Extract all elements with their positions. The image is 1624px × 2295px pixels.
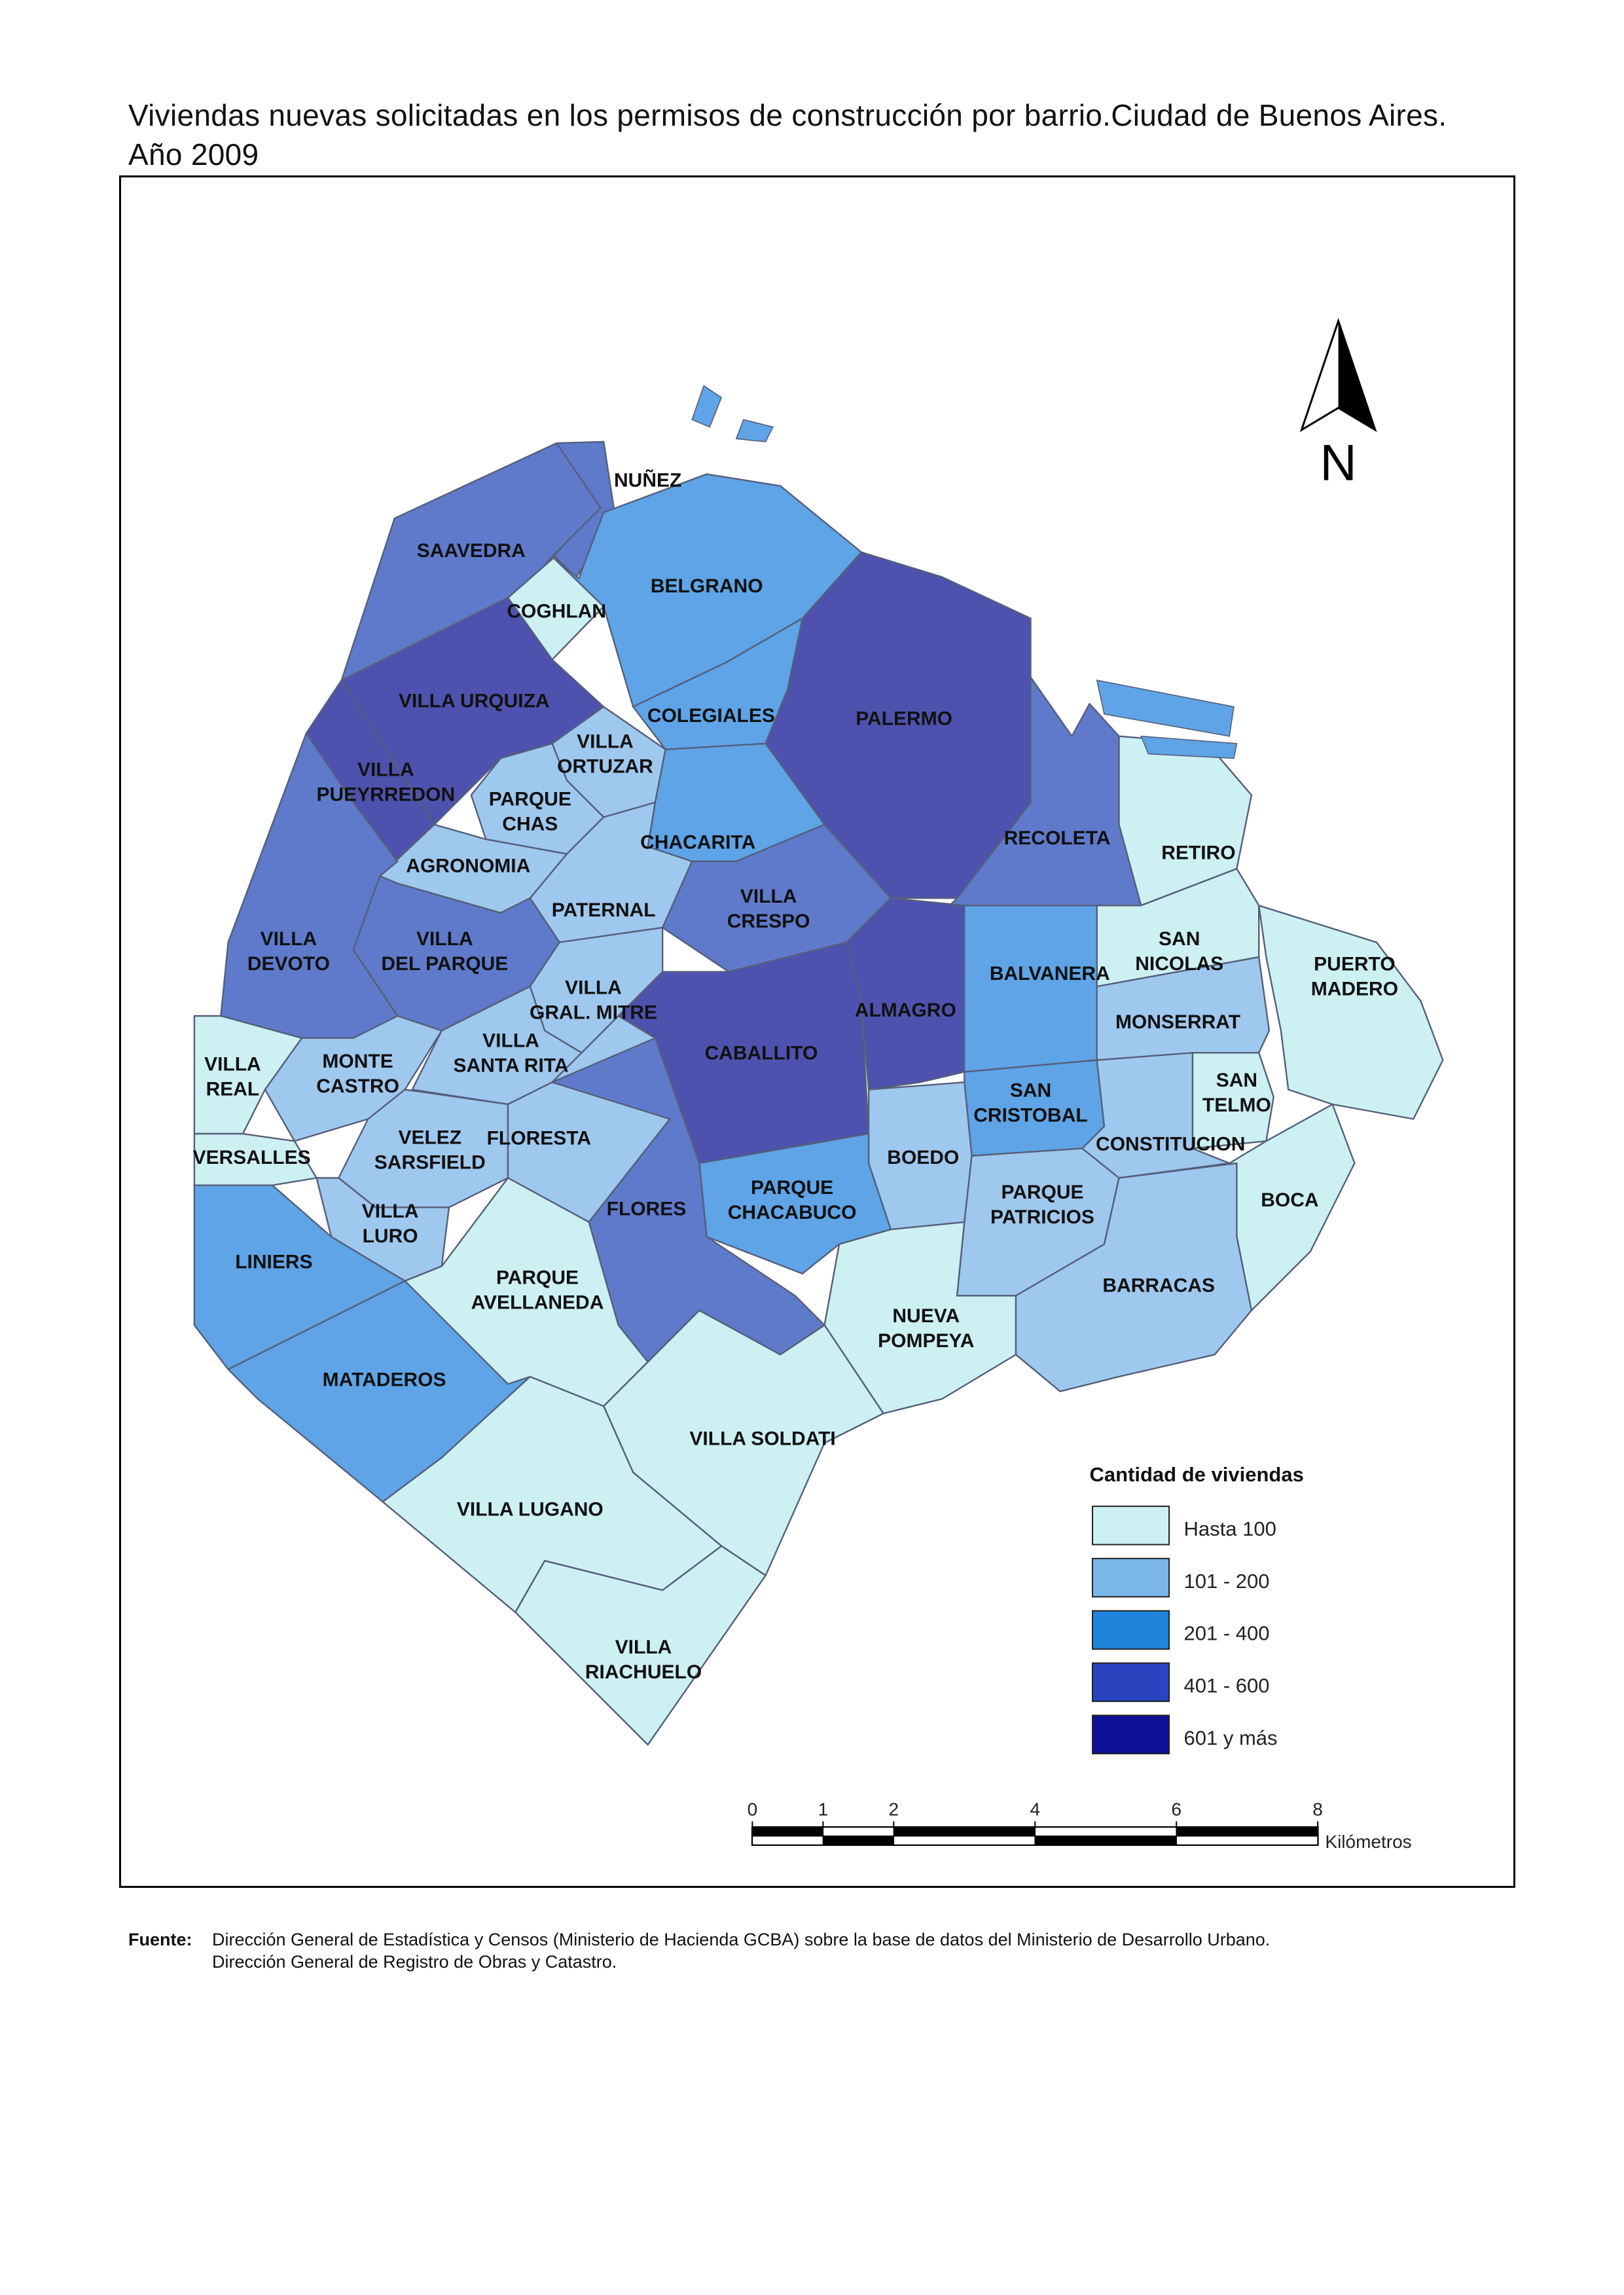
label-retiro: RETIRO <box>1161 842 1236 864</box>
label-constitucion: CONSTITUCION <box>1096 1133 1246 1155</box>
legend-label: Hasta 100 <box>1183 1517 1276 1540</box>
legend-swatch <box>1092 1559 1169 1597</box>
label-villa-real: VILLA REAL <box>204 1053 261 1100</box>
scale-bar-tick-label: 4 <box>1030 1799 1041 1820</box>
label-villa-urquiza: VILLA URQUIZA <box>399 690 550 712</box>
legend-label: 601 y más <box>1183 1726 1278 1750</box>
legend-label: 201 - 400 <box>1183 1621 1270 1645</box>
label-paternal: PATERNAL <box>551 899 656 922</box>
scale-bar-segment <box>1176 1836 1318 1845</box>
label-belgrano: BELGRANO <box>650 575 763 598</box>
scale-bar-segment <box>1035 1836 1176 1845</box>
scale-bar-segment <box>823 1827 893 1836</box>
scale-bar-segment <box>893 1827 1035 1836</box>
scale-bar-unit: Kilómetros <box>1325 1831 1412 1852</box>
scale-bar-tick-label: 0 <box>747 1799 758 1820</box>
label-puerto-madero: PUERTO MADERO <box>1310 953 1399 1000</box>
label-san-nicolas: SAN NICOLAS <box>1135 928 1224 975</box>
label-villa-pueyrredon: VILLA PUEYRREDON <box>316 759 456 806</box>
label-villa-del-parque: VILLA DEL PARQUE <box>381 928 509 975</box>
label-coghlan: COGHLAN <box>507 600 607 623</box>
label-monserrat: MONSERRAT <box>1115 1011 1241 1033</box>
scale-bar <box>748 1799 1412 1852</box>
legend <box>1090 1463 1304 1754</box>
source-label: Fuente: <box>128 1930 192 1949</box>
label-villa-luro: VILLA LURO <box>361 1201 419 1248</box>
scale-bar-tick-label: 2 <box>888 1799 899 1820</box>
source-line1: Dirección General de Estadística y Censos (Ministerio de Hacienda GCBA) sobre la base de datos del Ministerio de Desarrollo Urbano. <box>212 1930 1271 1949</box>
label-villa-crespo: VILLA CRESPO <box>727 885 810 932</box>
label-recoleta: RECOLETA <box>1003 827 1111 849</box>
neighborhood-puerto-madero <box>1259 905 1443 1119</box>
harbor-dock <box>1097 680 1234 736</box>
label-palermo: PALERMO <box>856 708 952 730</box>
harbor-dock <box>692 386 721 427</box>
map-title-line1: Viviendas nuevas solicitadas en los permisos de construcción por barrio.Ciudad de Buenos Aires. <box>128 98 1447 132</box>
label-liniers: LINIERS <box>235 1251 313 1273</box>
source-text <box>212 1928 1270 1973</box>
label-flores: FLORES <box>606 1198 687 1220</box>
scale-bar-tick-label: 8 <box>1312 1799 1323 1820</box>
label-villa-soldati: VILLA SOLDATI <box>689 1428 836 1450</box>
map-title-line2: Año 2009 <box>128 137 259 172</box>
legend-title: Cantidad de viviendas <box>1089 1462 1304 1486</box>
label-san-cristobal: SAN CRISTOBAL <box>973 1079 1088 1127</box>
label-saavedra: SAAVEDRA <box>416 540 526 562</box>
scale-bar-segment <box>1035 1827 1176 1836</box>
source-line2: Dirección General de Registro de Obras y Catastro. <box>212 1952 617 1972</box>
scale-bar-segment <box>823 1836 893 1845</box>
legend-swatch <box>1092 1663 1169 1702</box>
label-parque-chas: PARQUE CHAS <box>488 788 571 835</box>
label-villa-santa-rita: VILLA SANTA RITA <box>453 1030 569 1077</box>
label-parque-avellaneda: PARQUE AVELLANEDA <box>471 1267 604 1314</box>
scale-bar-tick-label: 1 <box>818 1799 829 1820</box>
label-parque-patricios: PARQUE PATRICIOS <box>990 1181 1094 1228</box>
label-caballito: CABALLITO <box>704 1042 818 1064</box>
label-barracas: BARRACAS <box>1102 1274 1216 1297</box>
label-villa-ortuzar: VILLA ORTUZAR <box>557 731 653 778</box>
label-villa-devoto: VILLA DEVOTO <box>247 928 330 975</box>
legend-swatch <box>1092 1611 1169 1650</box>
label-chacarita: CHACARITA <box>640 831 756 854</box>
legend-label: 101 - 200 <box>1183 1569 1270 1593</box>
scale-bar-segment <box>752 1827 823 1836</box>
north-arrow <box>1301 321 1375 491</box>
legend-swatch <box>1092 1716 1169 1754</box>
north-label: N <box>1320 433 1357 492</box>
label-boedo: BOEDO <box>887 1147 960 1168</box>
label-nueva-pompeya: NUEVA POMPEYA <box>878 1305 975 1352</box>
scale-bar-segment <box>893 1836 1035 1845</box>
legend-label: 401 - 600 <box>1183 1674 1270 1697</box>
scale-bar-segment <box>752 1836 823 1845</box>
label-colegiales: COLEGIALES <box>647 705 775 727</box>
neighborhood-balvanera <box>964 905 1096 1072</box>
label-parque-chacabuco: PARQUE CHACABUCO <box>727 1177 857 1224</box>
label-mataderos: MATADEROS <box>322 1369 446 1391</box>
label-villa-gral-mitre: VILLA GRAL. MITRE <box>530 977 657 1024</box>
label-nunez: NUÑEZ <box>614 469 682 492</box>
label-san-telmo: SAN TELMO <box>1202 1070 1271 1116</box>
scale-bar-segment <box>1176 1827 1318 1836</box>
label-agronomia: AGRONOMIA <box>406 855 531 877</box>
harbor-dock <box>736 420 773 442</box>
label-almagro: ALMAGRO <box>854 1000 956 1021</box>
label-floresta: FLORESTA <box>486 1127 592 1149</box>
label-boca: BOCA <box>1261 1189 1319 1212</box>
scale-bar-tick-label: 6 <box>1171 1799 1182 1820</box>
label-villa-riachuelo: VILLA RIACHUELO <box>585 1636 702 1683</box>
label-velez-sarsfield: VELEZ SARSFIELD <box>374 1127 486 1174</box>
label-versalles: VERSALLES <box>192 1147 311 1168</box>
label-balvanera: BALVANERA <box>989 962 1110 985</box>
legend-swatch <box>1092 1506 1169 1545</box>
label-villa-lugano: VILLA LUGANO <box>456 1498 604 1521</box>
label-monte-castro: MONTE CASTRO <box>316 1050 399 1097</box>
